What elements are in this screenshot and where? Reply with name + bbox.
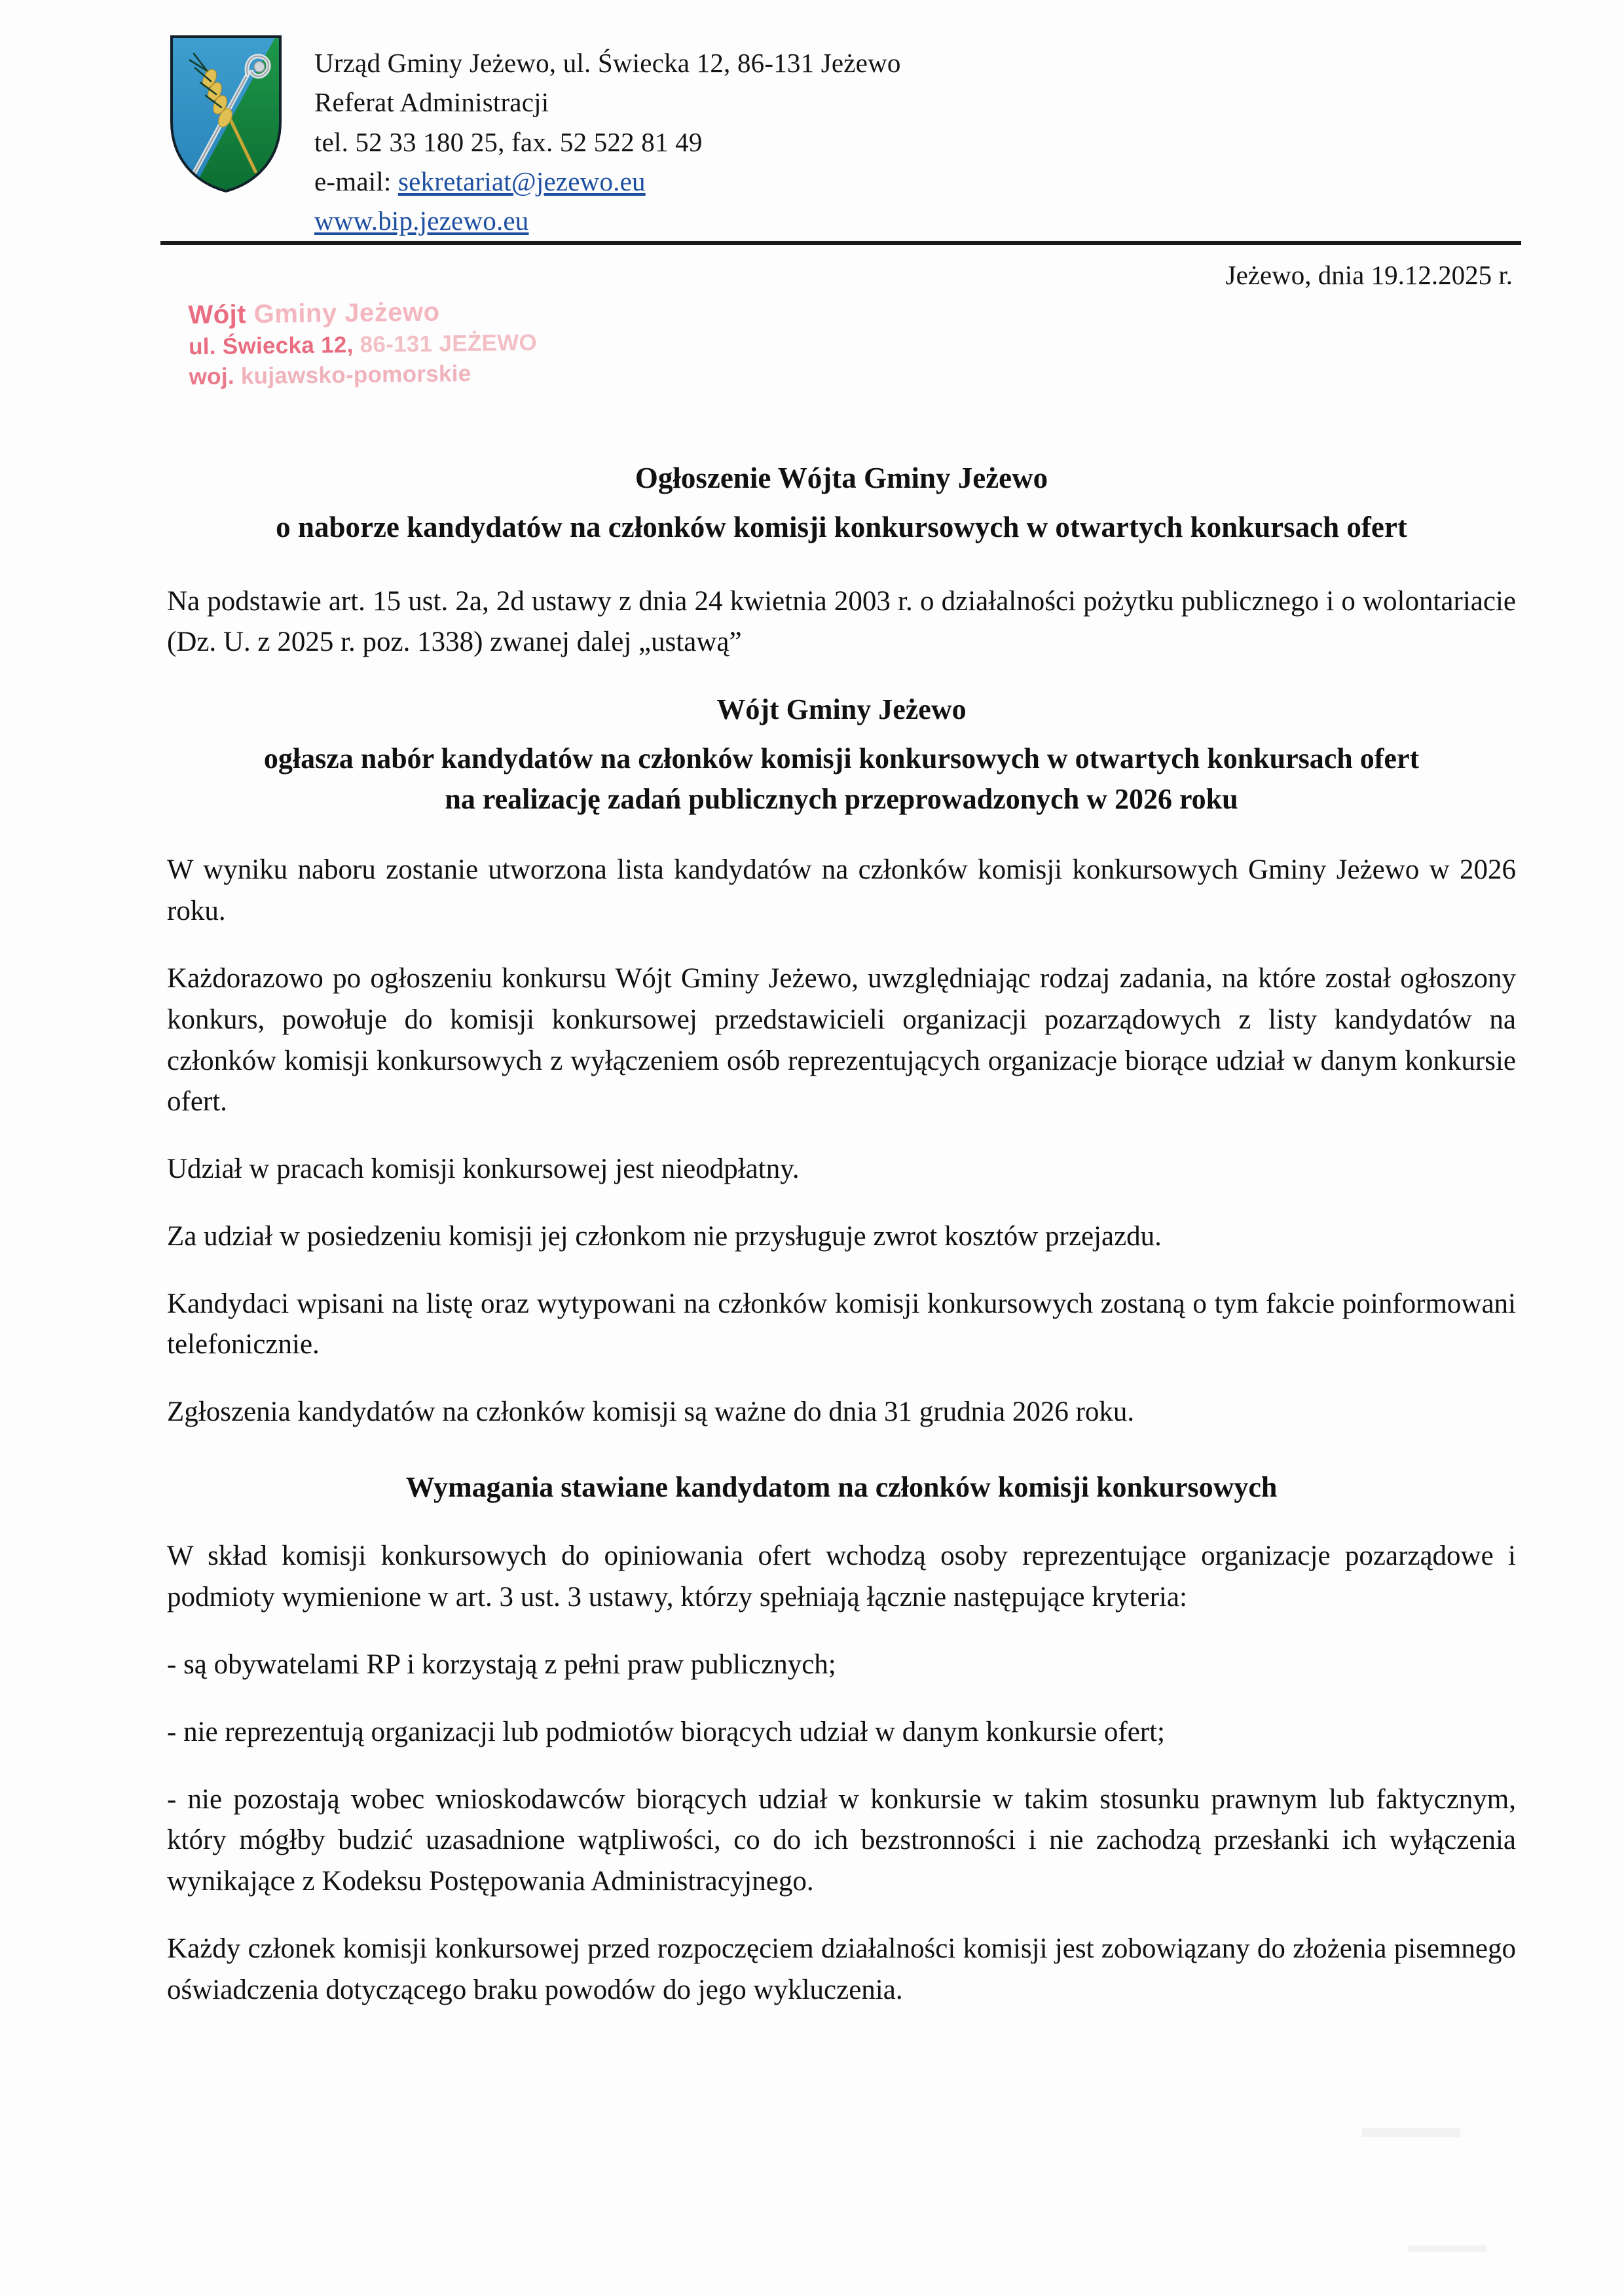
letterhead — [164, 31, 1513, 240]
paragraph-no-travel-reimbursement: Za udział w posiedzeniu komisji jej członkom nie przysługuje zwrot kosztów przejazdu. — [167, 1220, 1162, 1252]
date-line: Jeżewo, dnia 19.12.2025 r. — [1225, 260, 1513, 290]
header-divider — [160, 241, 1521, 245]
page-title: Ogłoszenie Wójta Gminy Jeżewo — [635, 462, 1048, 494]
criterion-impartiality: - nie pozostają wobec wnioskodawców biorących udział w konkursie w takim stosunku prawnym lub faktycznym, który mógłby budzić uzasadnione wątpliwości, co do ich bezstronności i nie zachodzą przesłanki ich wyłączenia wynikające z Kodeksu Postępowania Administracyjnego. — [167, 1783, 1516, 1897]
coat-of-arms-icon — [164, 31, 288, 195]
stamp-line-3 — [189, 357, 538, 392]
criterion-citizenship: - są obywatelami RP i korzystają z pełni praw publicznych; — [167, 1649, 836, 1680]
declaration-line-1: Wójt Gminy Jeżewo — [716, 693, 967, 726]
org-line-phone: tel. 52 33 180 25, fax. 52 522 81 49 — [314, 126, 703, 157]
stamp-line-3-strong: woj. — [189, 363, 242, 390]
paragraph-validity: Zgłoszenia kandydatów na członków komisji są ważne do dnia 31 grudnia 2026 roku. — [167, 1396, 1135, 1428]
legal-basis-paragraph: Na podstawie art. 15 ust. 2a, 2d ustawy z dnia 24 kwietnia 2003 r. o działalności pożytku publicznego i o wolontariacie (Dz. U. z 2025 r. poz. 1338) zwanej dalej „ustawą” — [167, 585, 1516, 658]
paragraph-written-declaration: Każdy członek komisji konkursowej przed rozpoczęciem działalności komisji jest zobowiązany do złożenia pisemnego oświadczenia dotyczącego braku powodów do jego wykluczenia. — [167, 1933, 1516, 2005]
email-label: e-mail: — [314, 166, 398, 196]
document-body — [167, 458, 1516, 2037]
paragraph-appointment: Każdorazowo po ogłoszeniu konkursu Wójt Gminy Jeżewo, uwzględniając rodzaj zadania, na które został ogłoszony konkurs, powołuje do komisji konkursowej przedstawicieli organizacji pozarządowych z listy kandydatów na członków komisji konkursowych z wyłączeniem osób reprezentujących organizacje biorące udział w danym konkursie ofert. — [167, 962, 1516, 1118]
stamp-line-3-faded: kujawsko-pomorskie — [240, 360, 471, 389]
org-line-email — [314, 162, 901, 201]
organisation-address-block — [314, 31, 901, 240]
org-line-website — [314, 201, 901, 240]
criterion-no-representation: - nie reprezentują organizacji lub podmiotów biorących udział w danym konkursie ofert; — [167, 1716, 1166, 1747]
requirements-heading: Wymagania stawiane kandydatom na członków komisji konkursowych — [405, 1470, 1278, 1503]
declaration-block — [167, 689, 1516, 820]
org-line-office: Urząd Gminy Jeżewo, ul. Świecka 12, 86-131 Jeżewo — [314, 48, 901, 78]
email-link[interactable]: sekretariat@jezewo.eu — [397, 166, 646, 196]
stamp-line-1-strong: Wójt — [188, 300, 254, 330]
website-link[interactable]: www.bip.jezewo.eu — [314, 206, 529, 236]
stamp-line-2-strong: ul. Świecka 12, — [188, 332, 360, 360]
scan-artifact — [1408, 2246, 1486, 2252]
official-stamp — [188, 294, 538, 392]
paragraph-unpaid: Udział w pracach komisji konkursowej jest nieodpłatny. — [167, 1154, 800, 1185]
stamp-line-1 — [188, 294, 537, 332]
org-line-department: Referat Administracji — [314, 87, 549, 118]
paragraph-list-creation: W wyniku naboru zostanie utworzona lista kandydatów na członków komisji konkursowych Gminy Jeżewo w 2026 roku. — [167, 854, 1516, 927]
stamp-line-2-faded: 86-131 JEŻEWO — [360, 329, 538, 358]
paragraph-notification: Kandydaci wpisani na listę oraz wytypowani na członków komisji konkursowych zostaną o tym fakcie poinformowani telefonicznie. — [167, 1288, 1516, 1360]
scan-artifact — [1362, 2128, 1460, 2137]
page-subtitle: o naborze kandydatów na członków komisji konkursowych w otwartych konkursach ofert — [276, 510, 1407, 543]
stamp-line-1-faded: Gminy Jeżewo — [253, 297, 440, 329]
stamp-line-2 — [189, 328, 538, 362]
declaration-line-3: na realizację zadań publicznych przeprowadzonych w 2026 roku — [445, 782, 1238, 815]
requirements-intro: W skład komisji konkursowych do opiniowania ofert wchodzą osoby reprezentujące organizacje pozarządowe i podmioty wymienione w art. 3 ust. 3 ustawy, którzy spełniają łącznie następujące kryteria: — [167, 1540, 1516, 1613]
declaration-line-2: ogłasza nabór kandydatów na członków komisji konkursowych w otwartych konkursach ofert — [263, 742, 1420, 774]
